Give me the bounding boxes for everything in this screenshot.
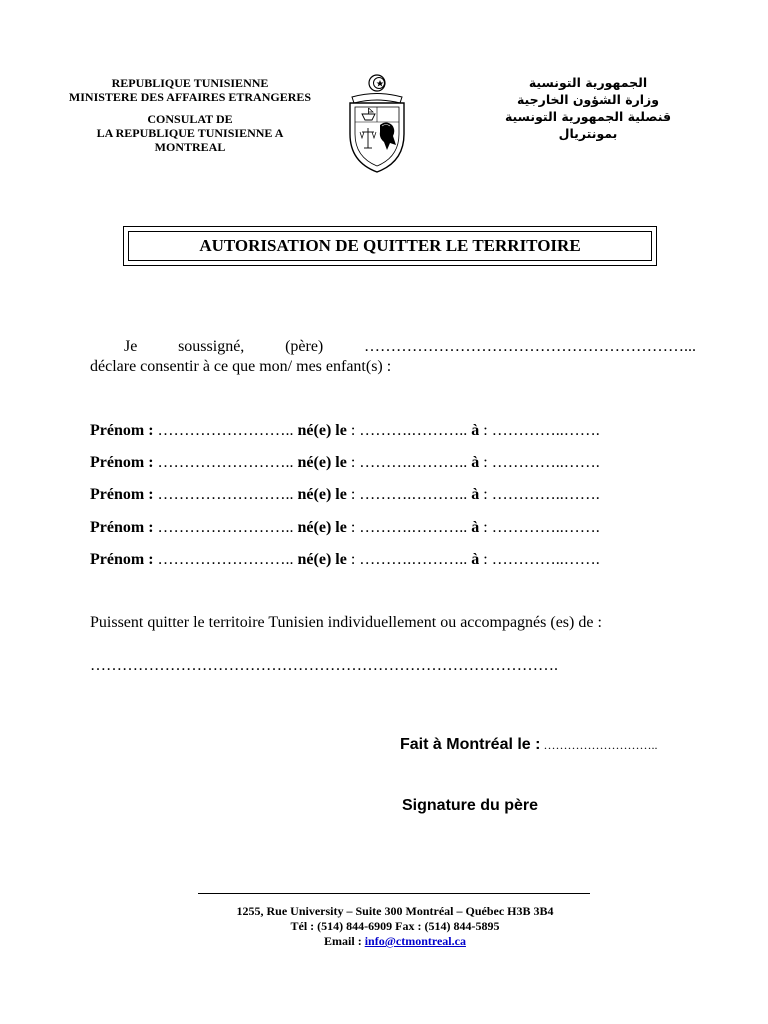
header-right-line2: وزارة الشؤون الخارجية: [516, 92, 660, 107]
footer-divider: [198, 893, 590, 894]
header-right-line3: قنصلية الجمهورية التونسية: [504, 109, 672, 124]
nee-label: né(e) le: [297, 519, 347, 536]
header-left-line2: MINISTERE DES AFFAIRES ETRANGERES: [68, 90, 312, 104]
header-left-line4: LA REPUBLIQUE TUNISIENNE A: [96, 126, 284, 140]
fait-a-line: [400, 735, 657, 755]
a-label: à: [471, 454, 480, 471]
document-title: AUTORISATION DE QUITTER LE TERRITOIRE: [128, 231, 652, 261]
signature-label: Signature du père: [402, 797, 539, 814]
date-field[interactable]: ………………………..: [540, 738, 658, 752]
birth-date-field[interactable]: : ……….………..: [346, 519, 472, 536]
header-right-line4: بمونتريال: [558, 126, 618, 141]
header-left-line5: MONTREAL: [154, 140, 226, 154]
header-left-line3: CONSULAT DE: [147, 112, 233, 126]
footer: [180, 904, 610, 949]
prenom-field[interactable]: ……………………..: [153, 519, 298, 536]
prenom-field[interactable]: ……………………..: [153, 422, 298, 439]
footer-phone: Tél : (514) 844-6909 Fax : (514) 844-5895: [290, 919, 500, 933]
nee-label: né(e) le: [297, 422, 347, 439]
child-row-5: [90, 550, 600, 570]
a-label: à: [471, 551, 480, 568]
child-row-3: [90, 485, 600, 505]
prenom-label: Prénom :: [90, 551, 154, 568]
nee-label: né(e) le: [297, 551, 347, 568]
declaration-word-je: Je: [124, 338, 138, 355]
a-label: à: [471, 486, 480, 503]
header-right: [500, 74, 676, 142]
birth-date-field[interactable]: : ……….………..: [346, 454, 472, 471]
prenom-label: Prénom :: [90, 519, 154, 536]
declaration-word-soussigne: soussigné,: [178, 338, 245, 355]
declaration-line1: [90, 337, 696, 357]
child-row-4: [90, 518, 600, 538]
prenom-label: Prénom :: [90, 454, 154, 471]
declaration-word-pere: (père): [285, 338, 324, 355]
child-row-2: [90, 453, 600, 473]
companion-field[interactable]: …………………………………………………………………………….: [90, 657, 558, 674]
birth-date-field[interactable]: : ……….………..: [346, 551, 472, 568]
prenom-label: Prénom :: [90, 486, 154, 503]
footer-email-line: [180, 934, 610, 949]
title-box: [123, 226, 657, 266]
birth-place-field[interactable]: : …………..…….: [479, 422, 600, 439]
declaration-line2: déclare consentir à ce que mon/ mes enfant(s) :: [90, 358, 392, 375]
nee-label: né(e) le: [297, 454, 347, 471]
birth-date-field[interactable]: : ……….………..: [346, 486, 472, 503]
birth-place-field[interactable]: : …………..…….: [479, 454, 600, 471]
a-label: à: [471, 519, 480, 536]
footer-email-label: Email :: [324, 934, 365, 948]
prenom-field[interactable]: ……………………..: [153, 551, 298, 568]
tunisia-coat-of-arms-icon: [342, 70, 412, 176]
birth-place-field[interactable]: : …………..…….: [479, 486, 600, 503]
father-name-field[interactable]: ……………………………………………………...: [364, 338, 696, 355]
header-right-line1: الجمهورية التونسية: [528, 75, 648, 90]
fait-label: Fait à Montréal le :: [400, 736, 541, 753]
companion-paragraph: Puissent quitter le territoire Tunisien individuellement ou accompagnés (es) de :: [90, 614, 602, 631]
a-label: à: [471, 422, 480, 439]
birth-place-field[interactable]: : …………..…….: [479, 519, 600, 536]
prenom-field[interactable]: ……………………..: [153, 486, 298, 503]
child-row-1: [90, 421, 600, 441]
birth-place-field[interactable]: : …………..…….: [479, 551, 600, 568]
email-link[interactable]: info@ctmontreal.ca: [364, 934, 466, 948]
footer-address: 1255, Rue University – Suite 300 Montréal – Québec H3B 3B4: [236, 904, 554, 918]
prenom-label: Prénom :: [90, 422, 154, 439]
nee-label: né(e) le: [297, 486, 347, 503]
header-left: [58, 76, 322, 154]
birth-date-field[interactable]: : ……….………..: [346, 422, 472, 439]
prenom-field[interactable]: ……………………..: [153, 454, 298, 471]
header-left-line1: REPUBLIQUE TUNISIENNE: [111, 76, 269, 90]
